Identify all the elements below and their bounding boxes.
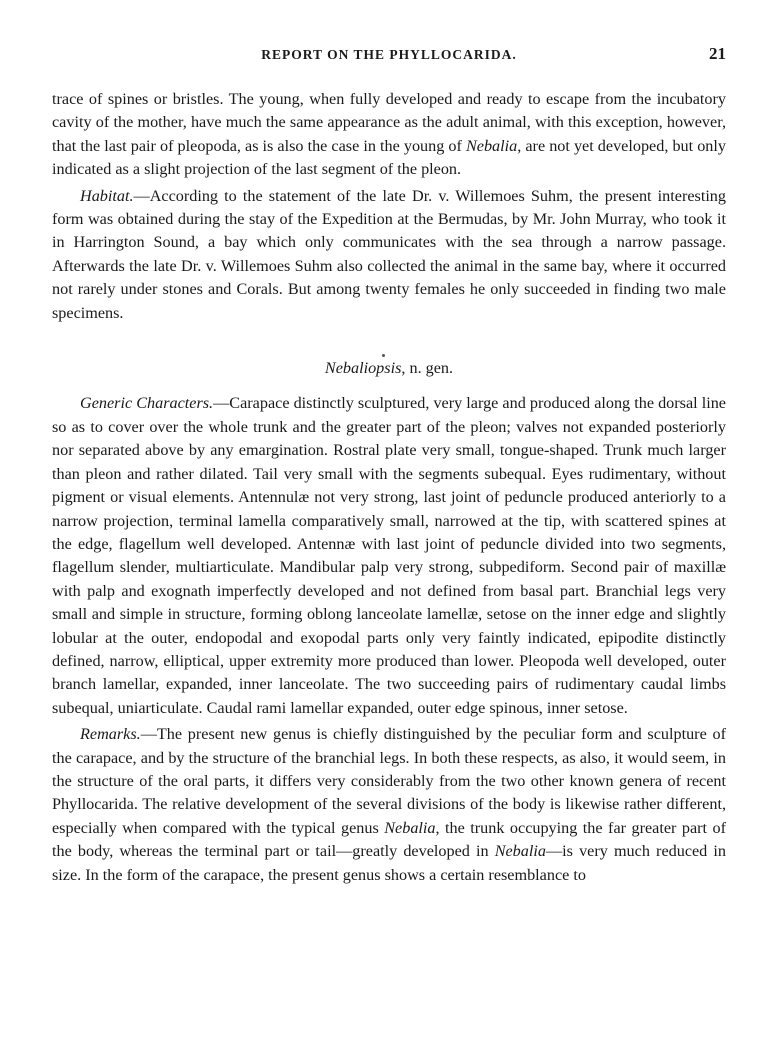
paragraph-young-text-end: , are not yet developed, but only indicated as a slight projection of the last segment of the pleon. — [52, 136, 726, 179]
page — [52, 44, 726, 887]
generic-text: —Carapace distinctly sculptured, very large and produced along the dorsal line so as to cover over the whole trunk and the greater part of the pleon; valves not expanded posteriorly nor separated above by any emargination. Rostral plate very small, tongue-shaped. Trunk much larger than pleon and rather dilated. Tail very small with the segments subequal. Eyes rudimentary, without pigment or visual elements. Antennulæ not very strong, last joint of peduncle produced anteriorly to a narrow projection, terminal lamella comparatively small, narrowed at the tip, with scattered spines at the edge, flagellum well developed. Antennæ with last joint of peduncle divided into two segments, flagellum slender, multiarticulate. Mandibular palp very strong, subpediform. Second pair of maxillæ with palp and exognath imperfectly developed and not defined from basal part. Branchial legs very small and simple in structure, forming oblong lanceolate lamellæ, setose on the inner edge and slightly lobular at the outer, endopodal and exopodal parts only very faintly indicated, epipodite distinctly defined, narrow, elliptical, upper extremity more produced than lower. Pleopoda well developed, outer branch lamellar, expanded, inner lanceolate. The two succeeding pairs of rudimentary caudal limbs subequal, uniarticulate. Caudal rami lamellar expanded, outer edge spinous, inner setose. — [52, 394, 726, 717]
remarks-text-1: —The present new genus is chiefly distinguished by the peculiar form and sculpture of the carapace, and by the structure of the branchial legs. In both these respects, as also, it would seem, in the structure of the oral parts, it differs very considerably from the two other known genera of recent Phyllocarida. The relative development of the several divisions of the body is likewise rather different, especially when compared with the typical genus — [52, 725, 726, 837]
section-genus: Nebaliopsis — [324, 359, 402, 378]
paragraph-habitat — [52, 185, 726, 325]
remarks-label: Remarks. — [80, 725, 141, 744]
page-header — [52, 44, 726, 68]
genus-name: Nebalia — [494, 842, 546, 861]
page-number: 21 — [709, 44, 726, 63]
section-title — [52, 357, 726, 380]
paragraph-remarks — [52, 723, 726, 887]
paragraph-young — [52, 88, 726, 182]
paragraph-generic-characters — [52, 392, 726, 720]
remarks-text-3: —is very much reduced in size. In the form of the carapace, the present genus shows a certain resemblance to — [52, 842, 726, 884]
genus-name: Nebalia — [465, 136, 518, 155]
habitat-label: Habitat. — [80, 186, 134, 205]
habitat-text: —According to the statement of the late Dr. v. Willemoes Suhm, the present interesting form was obtained during the stay of the Expedition at the Bermudas, by Mr. John Murray, who took it in Harrington Sound, a bay which only communicates with the sea through a narrow passage. Afterwards the late Dr. v. Willemoes Suhm also collected the animal in the same bay, where it occurred not rarely under stones and Corals. But among twenty females he only succeeded in finding two male specimens. — [52, 186, 726, 322]
paragraph-young-text: trace of spines or bristles. The young, when fully developed and ready to escape from the incubatory cavity of the mother, have much the same appearance as the adult animal, with this exception, however, that the last pair of pleopoda, as is also the case in the young of — [52, 90, 726, 155]
genus-name: Nebalia — [384, 818, 436, 837]
running-head: REPORT ON THE PHYLLOCARIDA. — [261, 47, 517, 62]
remarks-text-2: , the trunk occupying the far greater part of the body, whereas the terminal part or tail—greatly developed in — [52, 818, 726, 861]
section-suffix: , n. gen. — [401, 359, 454, 378]
generic-label: Generic Characters. — [80, 394, 214, 413]
printer-dot — [382, 354, 385, 357]
